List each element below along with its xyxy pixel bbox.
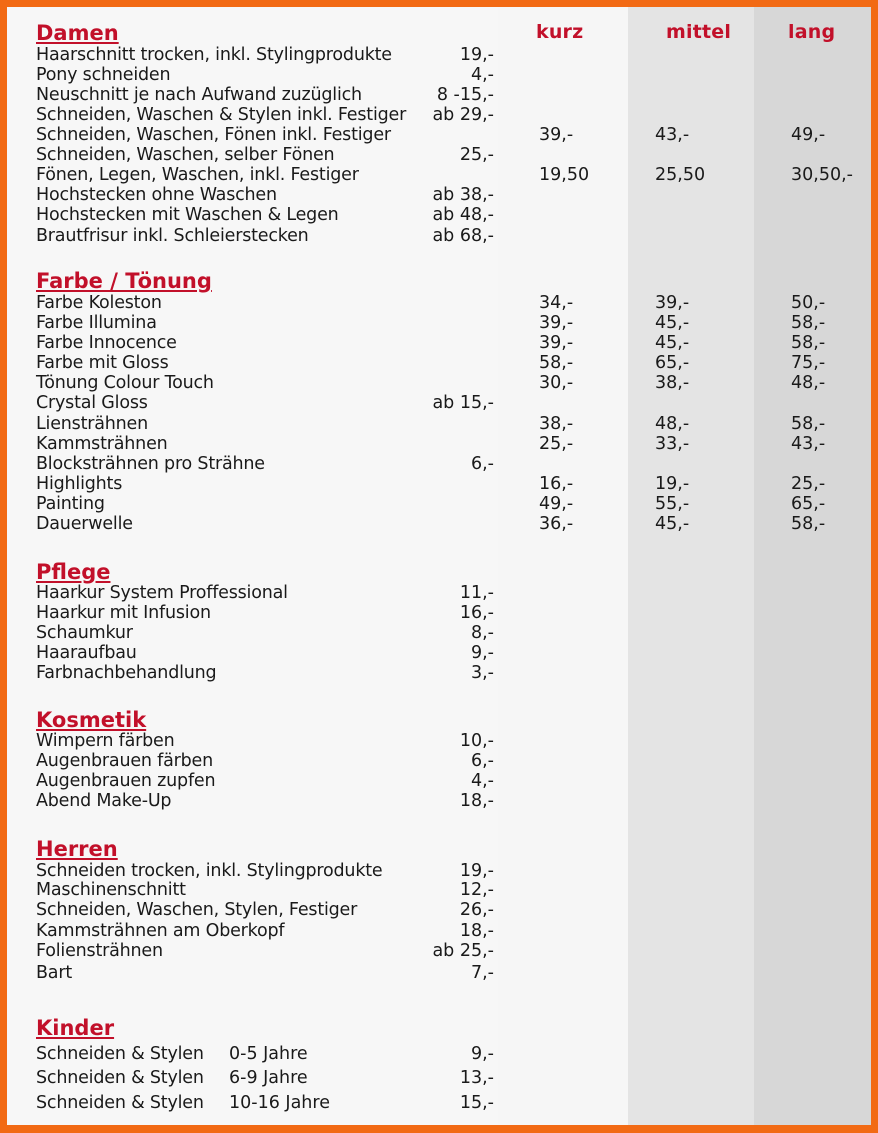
service-label: Crystal Gloss bbox=[36, 393, 148, 413]
service-label: Augenbrauen zupfen bbox=[36, 771, 216, 791]
flat-price: ab 29,- bbox=[432, 105, 494, 125]
price-row bbox=[7, 900, 871, 920]
price-kurz: 34,- bbox=[539, 293, 574, 313]
service-label: Abend Make-Up bbox=[36, 791, 172, 811]
price-mittel: 19,- bbox=[655, 474, 690, 494]
price-mittel: 39,- bbox=[655, 293, 690, 313]
price-kurz: 19,50 bbox=[539, 165, 590, 185]
service-label: Schneiden, Waschen, selber Fönen bbox=[36, 145, 335, 165]
price-lang: 49,- bbox=[791, 125, 826, 145]
flat-price: 19,- bbox=[459, 45, 494, 65]
age-range: 6-9 Jahre bbox=[229, 1068, 308, 1088]
price-lang: 58,- bbox=[791, 333, 826, 353]
price-lang: 58,- bbox=[791, 514, 826, 534]
price-row bbox=[7, 941, 871, 961]
service-label: Fönen, Legen, Waschen, inkl. Festiger bbox=[36, 165, 359, 185]
price-mittel: 25,50 bbox=[655, 165, 706, 185]
section-heading-pflege: Pflege bbox=[36, 560, 111, 584]
service-label: Painting bbox=[36, 494, 105, 514]
service-label: Haaraufbau bbox=[36, 643, 137, 663]
price-mittel: 65,- bbox=[655, 353, 690, 373]
price-list-sheet bbox=[7, 7, 871, 1125]
service-label: Highlights bbox=[36, 474, 123, 494]
service-label: Farbnachbehandlung bbox=[36, 663, 217, 683]
price-kurz: 39,- bbox=[539, 333, 574, 353]
price-mittel: 38,- bbox=[655, 373, 690, 393]
service-label: Farbe Koleston bbox=[36, 293, 162, 313]
price-row bbox=[7, 663, 871, 683]
price-row bbox=[7, 1044, 871, 1064]
price-row bbox=[7, 353, 871, 373]
price-lang: 25,- bbox=[791, 474, 826, 494]
column-header-kurz: kurz bbox=[536, 21, 584, 43]
price-row bbox=[7, 165, 871, 185]
service-label: Bart bbox=[36, 963, 72, 983]
service-label: Neuschnitt je nach Aufwand zuzüglich bbox=[36, 85, 362, 105]
price-kurz: 38,- bbox=[539, 414, 574, 434]
column-header-lang: lang bbox=[788, 21, 836, 43]
price-row bbox=[7, 393, 871, 413]
price-kurz: 39,- bbox=[539, 313, 574, 333]
service-label: Schneiden, Waschen, Stylen, Festiger bbox=[36, 900, 358, 920]
price-row bbox=[7, 963, 871, 983]
price-row bbox=[7, 494, 871, 514]
flat-price: 6,- bbox=[470, 454, 494, 474]
service-label: Haarkur mit Infusion bbox=[36, 603, 211, 623]
service-label: Blocksträhnen pro Strähne bbox=[36, 454, 265, 474]
flat-price: 25,- bbox=[459, 145, 494, 165]
price-row bbox=[7, 105, 871, 125]
price-row bbox=[7, 125, 871, 145]
price-row bbox=[7, 333, 871, 353]
service-label: Schaumkur bbox=[36, 623, 133, 643]
service-label: Maschinenschnitt bbox=[36, 880, 186, 900]
price-row bbox=[7, 45, 871, 65]
price-mittel: 45,- bbox=[655, 333, 690, 353]
price-row bbox=[7, 85, 871, 105]
section-heading-damen: Damen bbox=[36, 21, 119, 45]
flat-price: 9,- bbox=[470, 1044, 494, 1064]
flat-price: 4,- bbox=[470, 65, 494, 85]
price-kurz: 25,- bbox=[539, 434, 574, 454]
price-row bbox=[7, 643, 871, 663]
service-label: Schneiden, Waschen & Stylen inkl. Festiger bbox=[36, 105, 407, 125]
flat-price: 10,- bbox=[459, 731, 494, 751]
price-row bbox=[7, 731, 871, 751]
flat-price: 12,- bbox=[459, 880, 494, 900]
flat-price: 8,- bbox=[470, 623, 494, 643]
service-label: Schneiden & Stylen bbox=[36, 1044, 204, 1064]
flat-price: ab 15,- bbox=[432, 393, 494, 413]
price-row bbox=[7, 205, 871, 225]
price-row bbox=[7, 583, 871, 603]
flat-price: 8 -15,- bbox=[436, 85, 494, 105]
price-row bbox=[7, 293, 871, 313]
flat-price: 13,- bbox=[459, 1068, 494, 1088]
service-label: Liensträhnen bbox=[36, 414, 149, 434]
flat-price: 3,- bbox=[470, 663, 494, 683]
price-row bbox=[7, 474, 871, 494]
price-kurz: 36,- bbox=[539, 514, 574, 534]
service-label: Foliensträhnen bbox=[36, 941, 163, 961]
age-range: 0-5 Jahre bbox=[229, 1044, 308, 1064]
price-kurz: 39,- bbox=[539, 125, 574, 145]
column-header-mittel: mittel bbox=[666, 21, 732, 43]
service-label: Brautfrisur inkl. Schleierstecken bbox=[36, 226, 309, 246]
price-row bbox=[7, 1068, 871, 1088]
price-row bbox=[7, 313, 871, 333]
service-label: Schneiden, Waschen, Fönen inkl. Festiger bbox=[36, 125, 391, 145]
price-lang: 58,- bbox=[791, 414, 826, 434]
price-row bbox=[7, 414, 871, 434]
flat-price: 9,- bbox=[470, 643, 494, 663]
price-lang: 65,- bbox=[791, 494, 826, 514]
age-range: 10-16 Jahre bbox=[229, 1093, 330, 1113]
service-label: Pony schneiden bbox=[36, 65, 171, 85]
price-mittel: 55,- bbox=[655, 494, 690, 514]
service-label: Farbe Illumina bbox=[36, 313, 157, 333]
price-mittel: 43,- bbox=[655, 125, 690, 145]
price-row bbox=[7, 65, 871, 85]
flat-price: 16,- bbox=[459, 603, 494, 623]
price-row bbox=[7, 1093, 871, 1113]
service-label: Haarschnitt trocken, inkl. Stylingprodukte bbox=[36, 45, 392, 65]
service-label: Farbe mit Gloss bbox=[36, 353, 169, 373]
service-label: Schneiden & Stylen bbox=[36, 1068, 204, 1088]
price-lang: 58,- bbox=[791, 313, 826, 333]
flat-price: ab 25,- bbox=[432, 941, 494, 961]
price-row bbox=[7, 861, 871, 881]
flat-price: 11,- bbox=[459, 583, 494, 603]
price-mittel: 48,- bbox=[655, 414, 690, 434]
service-label: Wimpern färben bbox=[36, 731, 175, 751]
price-row bbox=[7, 145, 871, 165]
service-label: Schneiden & Stylen bbox=[36, 1093, 204, 1113]
price-mittel: 45,- bbox=[655, 313, 690, 333]
price-kurz: 49,- bbox=[539, 494, 574, 514]
service-label: Hochstecken mit Waschen & Legen bbox=[36, 205, 339, 225]
price-row bbox=[7, 880, 871, 900]
service-label: Dauerwelle bbox=[36, 514, 133, 534]
flat-price: 18,- bbox=[459, 921, 494, 941]
price-row bbox=[7, 751, 871, 771]
service-label: Kammsträhnen am Oberkopf bbox=[36, 921, 285, 941]
flat-price: 7,- bbox=[470, 963, 494, 983]
flat-price: ab 68,- bbox=[432, 226, 494, 246]
section-heading-kinder: Kinder bbox=[36, 1016, 115, 1040]
price-mittel: 45,- bbox=[655, 514, 690, 534]
flat-price: ab 38,- bbox=[432, 185, 494, 205]
service-label: Kammsträhnen bbox=[36, 434, 168, 454]
service-label: Farbe Innocence bbox=[36, 333, 177, 353]
flat-price: 18,- bbox=[459, 791, 494, 811]
price-row bbox=[7, 454, 871, 474]
flat-price: ab 48,- bbox=[432, 205, 494, 225]
service-label: Augenbrauen färben bbox=[36, 751, 214, 771]
service-label: Schneiden trocken, inkl. Stylingprodukte bbox=[36, 861, 383, 881]
service-label: Tönung Colour Touch bbox=[36, 373, 214, 393]
price-lang: 75,- bbox=[791, 353, 826, 373]
flat-price: 6,- bbox=[470, 751, 494, 771]
price-kurz: 16,- bbox=[539, 474, 574, 494]
flat-price: 15,- bbox=[459, 1093, 494, 1113]
price-row bbox=[7, 791, 871, 811]
price-row bbox=[7, 185, 871, 205]
price-row bbox=[7, 373, 871, 393]
price-lang: 43,- bbox=[791, 434, 826, 454]
price-lang: 30,50,- bbox=[791, 165, 853, 185]
flat-price: 19,- bbox=[459, 861, 494, 881]
price-row bbox=[7, 771, 871, 791]
flat-price: 26,- bbox=[459, 900, 494, 920]
price-lang: 48,- bbox=[791, 373, 826, 393]
section-heading-farbe-tonung: Farbe / Tönung bbox=[36, 269, 212, 293]
price-row bbox=[7, 921, 871, 941]
service-label: Haarkur System Proffessional bbox=[36, 583, 288, 603]
price-row bbox=[7, 434, 871, 454]
price-kurz: 58,- bbox=[539, 353, 574, 373]
price-mittel: 33,- bbox=[655, 434, 690, 454]
price-row bbox=[7, 514, 871, 534]
section-heading-herren: Herren bbox=[36, 837, 118, 861]
price-kurz: 30,- bbox=[539, 373, 574, 393]
price-row bbox=[7, 603, 871, 623]
service-label: Hochstecken ohne Waschen bbox=[36, 185, 277, 205]
section-heading-kosmetik: Kosmetik bbox=[36, 708, 147, 732]
price-row bbox=[7, 623, 871, 643]
price-row bbox=[7, 226, 871, 246]
flat-price: 4,- bbox=[470, 771, 494, 791]
price-lang: 50,- bbox=[791, 293, 826, 313]
